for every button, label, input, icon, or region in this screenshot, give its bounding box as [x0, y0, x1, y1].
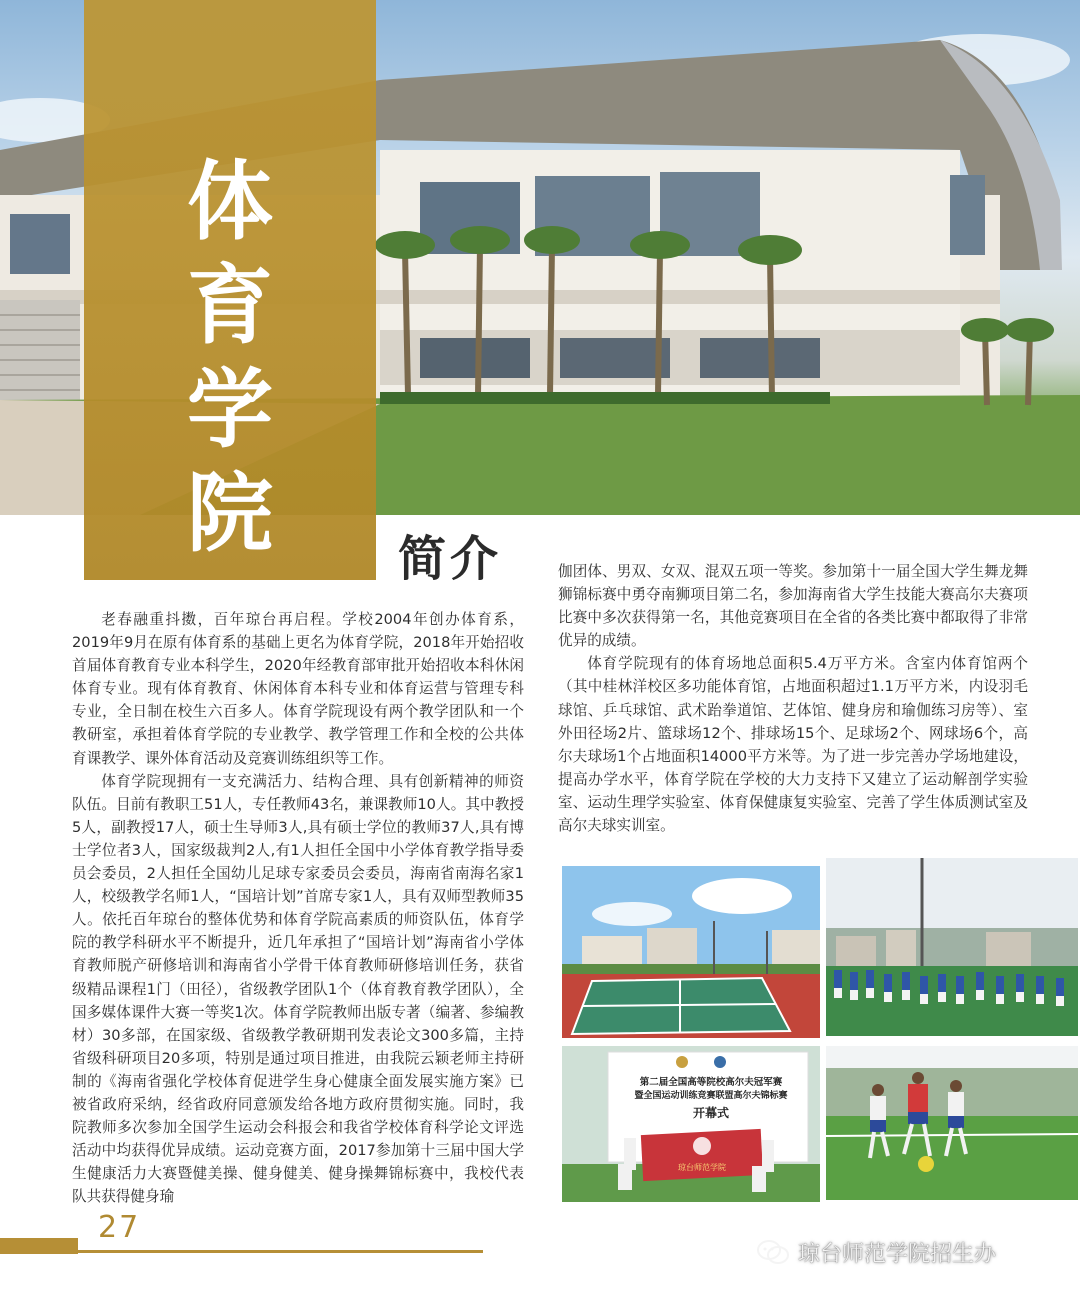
emblem-icon	[714, 1056, 726, 1068]
footer-gold-line	[78, 1250, 483, 1253]
body-paragraph-continued: 伽团体、男双、女双、混双五项一等奖。参加第十一届全国大学生舞龙舞狮锦标赛中勇夺南狮项目第二名，参加海南省大学生技能大赛高尔夫赛项比赛中多次获得第一名，其他竞赛项目在全省的各类比赛中都取得了非常优异的成绩。	[558, 563, 1028, 650]
photo-golf-opening-ceremony	[562, 1046, 820, 1202]
emblem-icon	[676, 1056, 688, 1068]
title-char: 院	[187, 464, 273, 564]
golf-ceremony-illustration	[562, 1046, 820, 1202]
body-column-right	[558, 560, 1028, 837]
field-crowd-illustration	[826, 858, 1078, 1036]
banner-line-3: 开幕式	[692, 1106, 729, 1120]
page-title	[84, 150, 376, 566]
photo-field-crowd	[826, 858, 1078, 1036]
body-paragraph: 体育学院现有的体育场地总面积5.4万平方米。含室内体育馆两个（其中桂林洋校区多功能体育馆，占地面积超过1.1万平方米，内设羽毛球馆、乒乓球馆、武术跆拳道馆、艺体馆、健身房和瑜伽练习房等）、室外田径场2片、篮球场12个、排球场15个、足球场2个、网球场6个，高尔夫球场1个占地面积14000平方米等。为了进一步完善办学场地建设，提高办学水平，体育学院在学校的大力支持下又建立了运动解剖学实验室、运动生理学实验室、体育保健康复实验室、完善了学生体质测试室及高尔夫球实训室。	[558, 655, 1028, 835]
photo-tennis-court	[562, 866, 820, 1038]
football-icon	[918, 1156, 934, 1172]
title-char: 体	[187, 152, 273, 252]
banner-flag-text: 琼台师范学院	[678, 1163, 726, 1172]
photo-football-match	[826, 1046, 1078, 1200]
body-column-left	[72, 608, 524, 1208]
body-paragraph: 老春融重抖擞，百年琼台再启程。学校2004年创办体育系，2019年9月在原有体育系的基础上更名为体育学院，2018年开始招收首届体育教育专业本科学生，2020年经教育部审批开始招收本科休闲体育专业。现有体育教育、休闲体育本科专业和体育运营与管理专科专业，全日制在校生六百多人。体育学院现设有两个教学团队和一个教研室，承担着体育学院的专业教学、教学管理工作和全校的公共体育课教学、课外体育活动及竞赛训练组织等工作。	[72, 611, 524, 767]
page-number: 27	[98, 1210, 141, 1245]
wechat-watermark	[756, 1232, 1056, 1272]
banner-line-2: 暨全国运动训练竞赛联盟高尔夫锦标赛	[634, 1091, 788, 1101]
tennis-court-illustration	[562, 866, 820, 1038]
watermark-text: 琼台师范学院招生办	[798, 1241, 997, 1267]
footer-gold-block	[0, 1238, 78, 1254]
title-char: 育	[187, 256, 273, 356]
wechat-icon	[756, 1238, 790, 1266]
section-subtitle: 简介	[398, 531, 503, 587]
football-match-illustration	[826, 1046, 1078, 1200]
title-char: 学	[187, 360, 273, 460]
body-paragraph: 体育学院现拥有一支充满活力、结构合理、具有创新精神的师资队伍。目前有教职工51人，专任教师43名，兼课教师10人。其中教授5人，副教授17人，硕士生导师3人,具有硕士学位的教师37人,具有博士学位者3人，国家级裁判2人,有1人担任全国中小学体育教学指导委员会委员，2人担任全国幼儿足球专家委员会委员，海南省南海名家1人，校级教学名师1人，“国培计划”首席专家1人，具有双师型教师35人。依托百年琼台的整体优势和体育学院高素质的师资队伍，体育学院的教学科研水平不断提升，近几年承担了“国培计划”海南省小学体育教师脱产研修培训和海南省小学骨干体育教师研修培训任务，获省级精品课程1门（田径），省级教学团队1个（体育教育教学团队），全国多媒体课件大赛一等奖1次。体育学院教师出版专著（编著、参编教材）30多部，在国家级、省级教学教研期刊发表论文300多篇，主持省级科研项目20多项，特别是通过项目推进，由我院云颖老师主持研制的《海南省强化学校体育促进学生身心健康全面发展实施方案》已被省政府采纳，经省政府同意颁发给各地方政府贯彻实施。同时，我院教师多次参加全国学生运动会科报会和我省学校体育科学论文评选活动中均获得优异成绩。运动竞赛方面，2017参加第十三届中国大学生健康活力大赛暨健美操、健身健美、健身操舞锦标赛中，我校代表队共获得健身瑜	[72, 772, 524, 1206]
banner-line-1: 第二届全国高等院校高尔夫冠军赛	[639, 1077, 783, 1088]
